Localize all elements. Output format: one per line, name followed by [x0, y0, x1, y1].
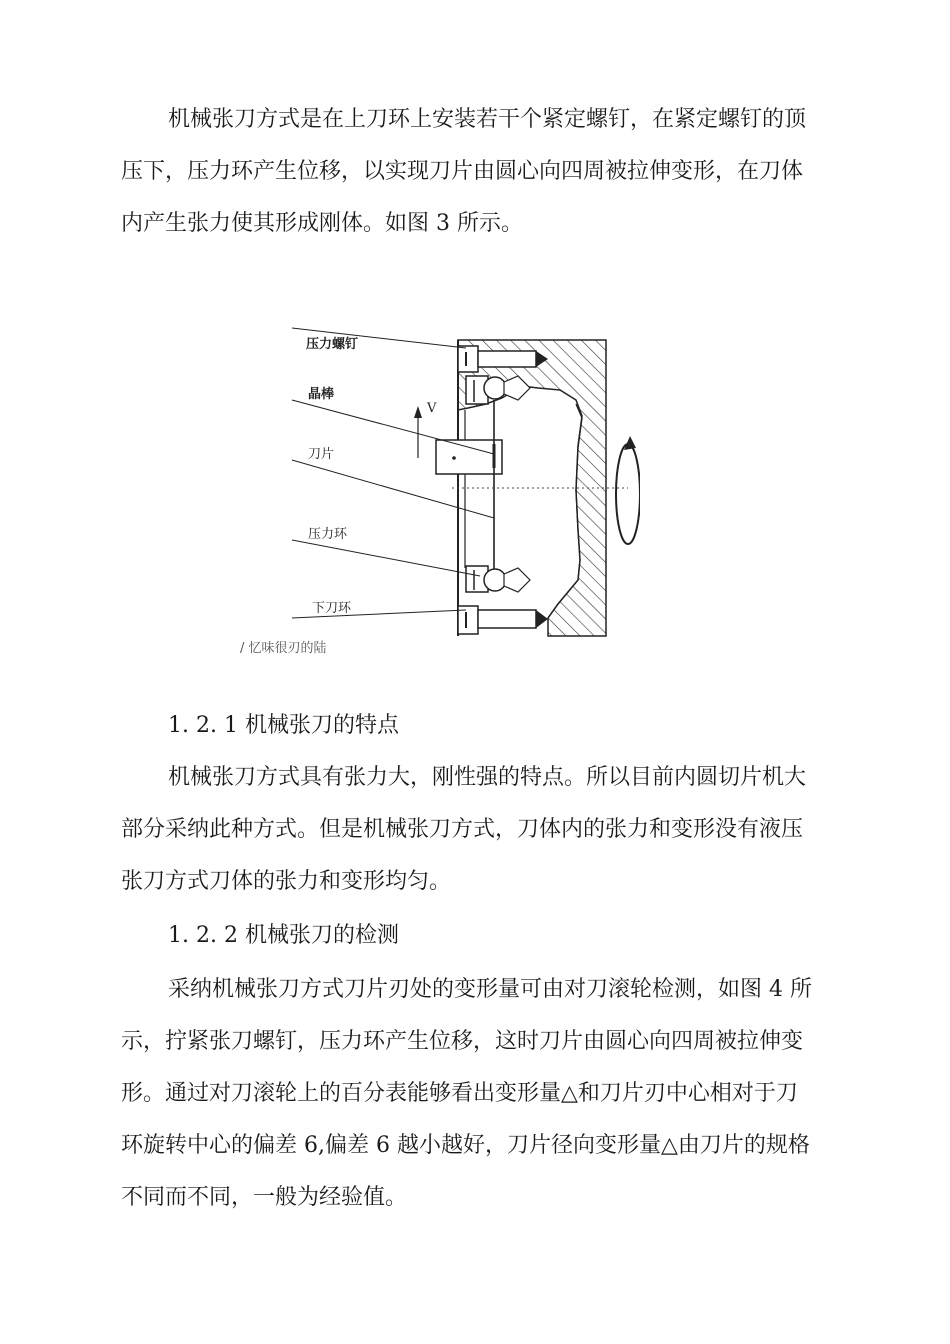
text-line: 机械张刀方式具有张力大，刚性强的特点。所以目前内圆切片机大	[168, 765, 807, 790]
text-line: 不同而不同，一般为经验值。	[121, 1185, 408, 1210]
figure-3-diagram	[290, 318, 640, 648]
paragraph-1	[121, 94, 837, 250]
crystal-rod	[436, 440, 502, 474]
text-line: 压下，压力环产生位移，以实现刀片由圆心向四周被拉伸变形，在刀体	[121, 159, 804, 184]
text-line: 机械张刀方式是在上刀环上安装若干个紧定螺钉，在紧定螺钉的顶	[168, 107, 807, 132]
text-line: 张刀方式刀体的张力和变形均匀。	[121, 869, 452, 894]
text-line: 示，拧紧张刀螺钉，压力环产生位移，这时刀片由圆心向四周被拉伸变	[121, 1029, 804, 1054]
text-line: 采纳机械张刀方式刀片刃处的变形量可由对刀滚轮检测，如图 4 所	[168, 977, 812, 1002]
label-pressure-screw: 压力螺钉	[306, 337, 359, 352]
label-pressure-ring: 压力环	[308, 527, 348, 542]
velocity-label: V	[427, 401, 437, 416]
paragraph-3	[121, 964, 837, 1224]
section-heading-1-2-1: 1. 2. 1 机械张刀的特点	[168, 713, 399, 738]
paragraph-2	[121, 752, 837, 908]
label-crystal-rod: 晶棒	[308, 387, 335, 402]
text-line: 内产生张力使其形成刚体。如图 3 所示。	[121, 211, 523, 236]
section-heading-1-2-2: 1. 2. 2 机械张刀的检测	[168, 923, 399, 948]
text-line: 部分采纳此种方式。但是机械张刀方式，刀体内的张力和变形没有液压	[121, 817, 804, 842]
rotation-arrow-icon	[616, 436, 640, 544]
figure-caption: / 忆味很刃的陆	[240, 641, 327, 656]
lower-screw	[458, 606, 548, 634]
lower-pressure-ring	[466, 566, 530, 592]
text-line: 环旋转中心的偏差 6,偏差 6 越小越好，刀片径向变形量△由刀片的规格	[121, 1133, 810, 1158]
text-line: 形。通过对刀滚轮上的百分表能够看出变形量△和刀片刃中心相对于刀	[121, 1081, 798, 1106]
label-lower-ring: 下刀环	[312, 601, 352, 616]
label-blade: 刀片	[308, 447, 335, 462]
